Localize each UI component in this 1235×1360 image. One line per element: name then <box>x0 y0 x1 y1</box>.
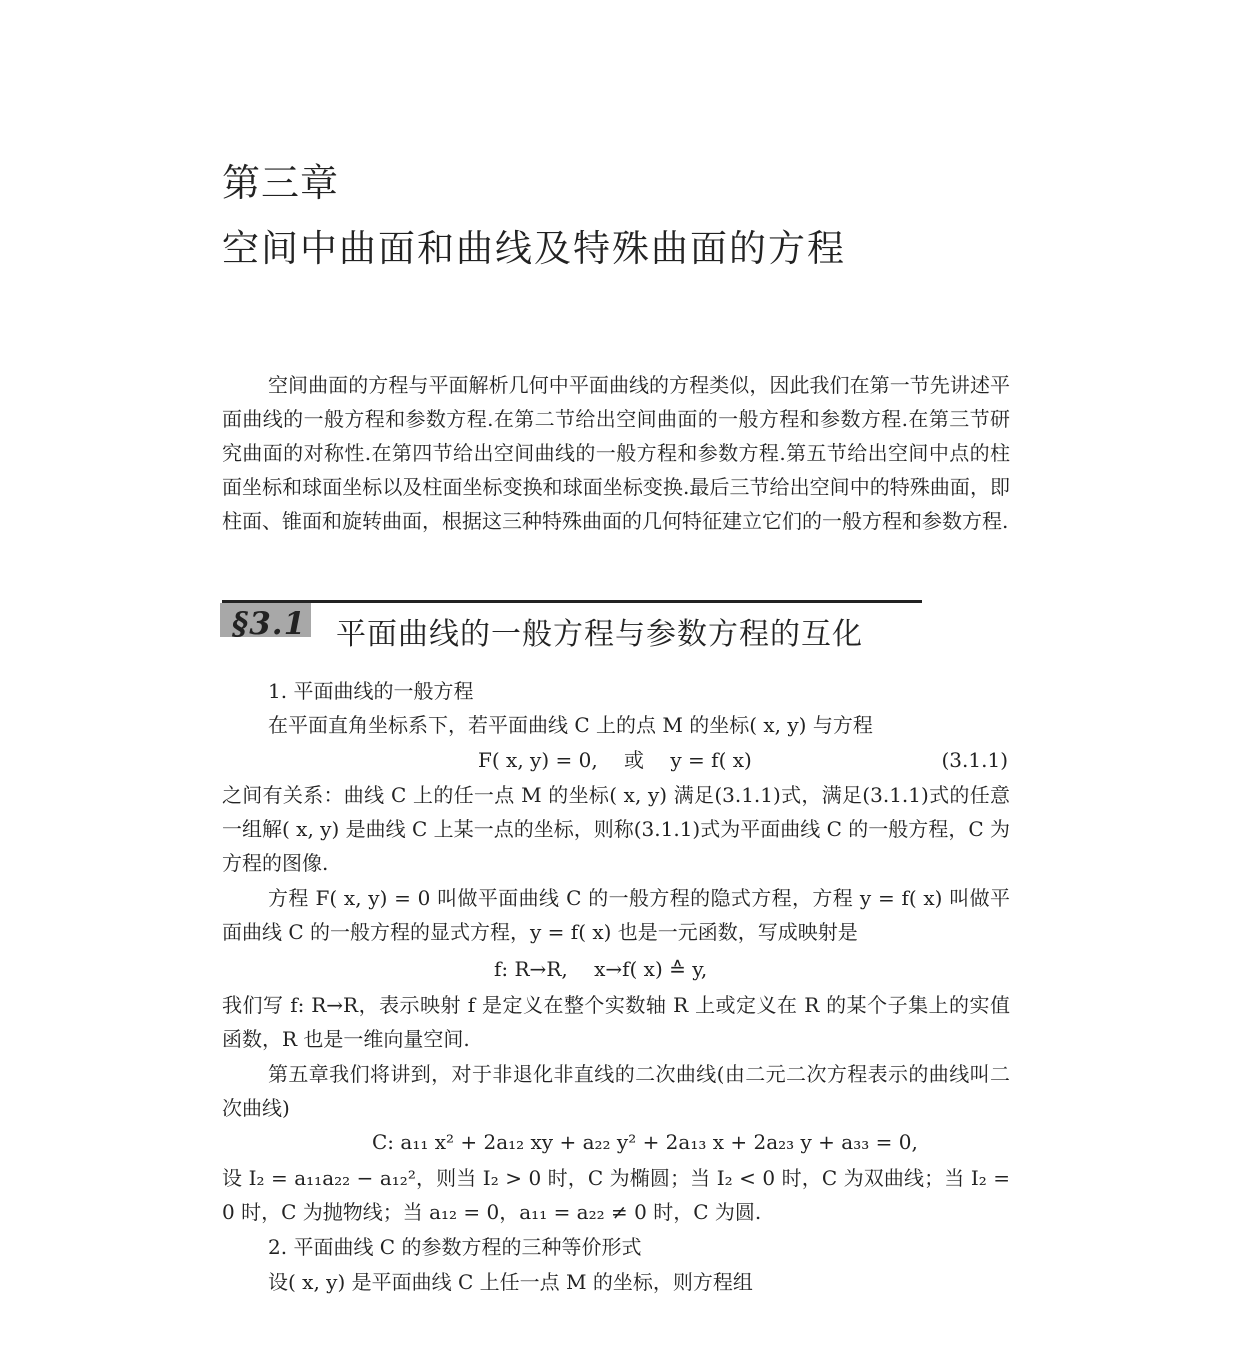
equation-3-1-1: F( x, y) = 0, 或 y = f( x) <box>478 748 752 772</box>
chapter-number: 第三章 <box>222 161 340 205</box>
body-paragraph-1: 在平面直角坐标系下，若平面曲线 C 上的点 M 的坐标( x, y) 与方程 <box>268 713 873 737</box>
subheading-general-equation: 1. 平面曲线的一般方程 <box>268 679 474 703</box>
body-paragraph-6: 设 I₂ = a₁₁a₂₂ − a₁₂²，则当 I₂ > 0 时，C 为椭圆；当 I₂ < 0 时，C 为双曲线；当 I₂ = 0 时，C 为抛物线；当 a₁₂ = 0，a₁₁ = a₂₂ ≠ 0 时，C 为圆. <box>222 1166 1010 1224</box>
chapter-title: 空间中曲面和曲线及特殊曲面的方程 <box>222 227 846 270</box>
section-number: §3.1 <box>232 606 307 642</box>
body-paragraph-2: 之间有关系：曲线 C 上的任一点 M 的坐标( x, y) 满足(3.1.1)式，满足(3.1.1)式的任意一组解( x, y) 是曲线 C 上某一点的坐标，则称(3.1.1)式为平面曲线 C 的一般方程，C 为方程的图像. <box>222 783 1010 875</box>
body-paragraph-7: 设( x, y) 是平面曲线 C 上任一点 M 的坐标，则方程组 <box>268 1270 753 1294</box>
section-rule <box>222 600 922 603</box>
equation-mapping: f: R→R, x→f( x) ≙ y, <box>494 957 708 981</box>
intro-paragraph: 空间曲面的方程与平面解析几何中平面曲线的方程类似，因此我们在第一节先讲述平面曲线的一般方程和参数方程.在第二节给出空间曲面的一般方程和参数方程.在第三节研究曲面的对称性.在第四节给出空间曲线的一般方程和参数方程.第五节给出空间中点的柱面坐标和球面坐标以及柱面坐标变换和球面坐标变换.最后三节给出空间中的特殊曲面，即柱面、锥面和旋转曲面，根据这三种特殊曲面的几何特征建立它们的一般方程和参数方程. <box>222 373 1010 533</box>
body-paragraph-5: 第五章我们将讲到，对于非退化非直线的二次曲线(由二元二次方程表示的曲线叫二次曲线) <box>222 1062 1010 1120</box>
body-paragraph-3: 方程 F( x, y) = 0 叫做平面曲线 C 的一般方程的隐式方程，方程 y = f( x) 叫做平面曲线 C 的一般方程的显式方程，y = f( x) 也是一元函数，写成映射是 <box>222 886 1010 944</box>
equation-conic: C: a₁₁ x² + 2a₁₂ xy + a₂₂ y² + 2a₁₃ x + 2a₂₃ y + a₃₃ = 0, <box>372 1130 918 1154</box>
section-title: 平面曲线的一般方程与参数方程的互化 <box>336 617 863 652</box>
equation-number-3-1-1: (3.1.1) <box>941 748 1008 772</box>
body-paragraph-4: 我们写 f: R→R，表示映射 f 是定义在整个实数轴 R 上或定义在 R 的某个子集上的实值函数，R 也是一维向量空间. <box>222 993 1010 1051</box>
subheading-parametric-forms: 2. 平面曲线 C 的参数方程的三种等价形式 <box>268 1235 642 1259</box>
